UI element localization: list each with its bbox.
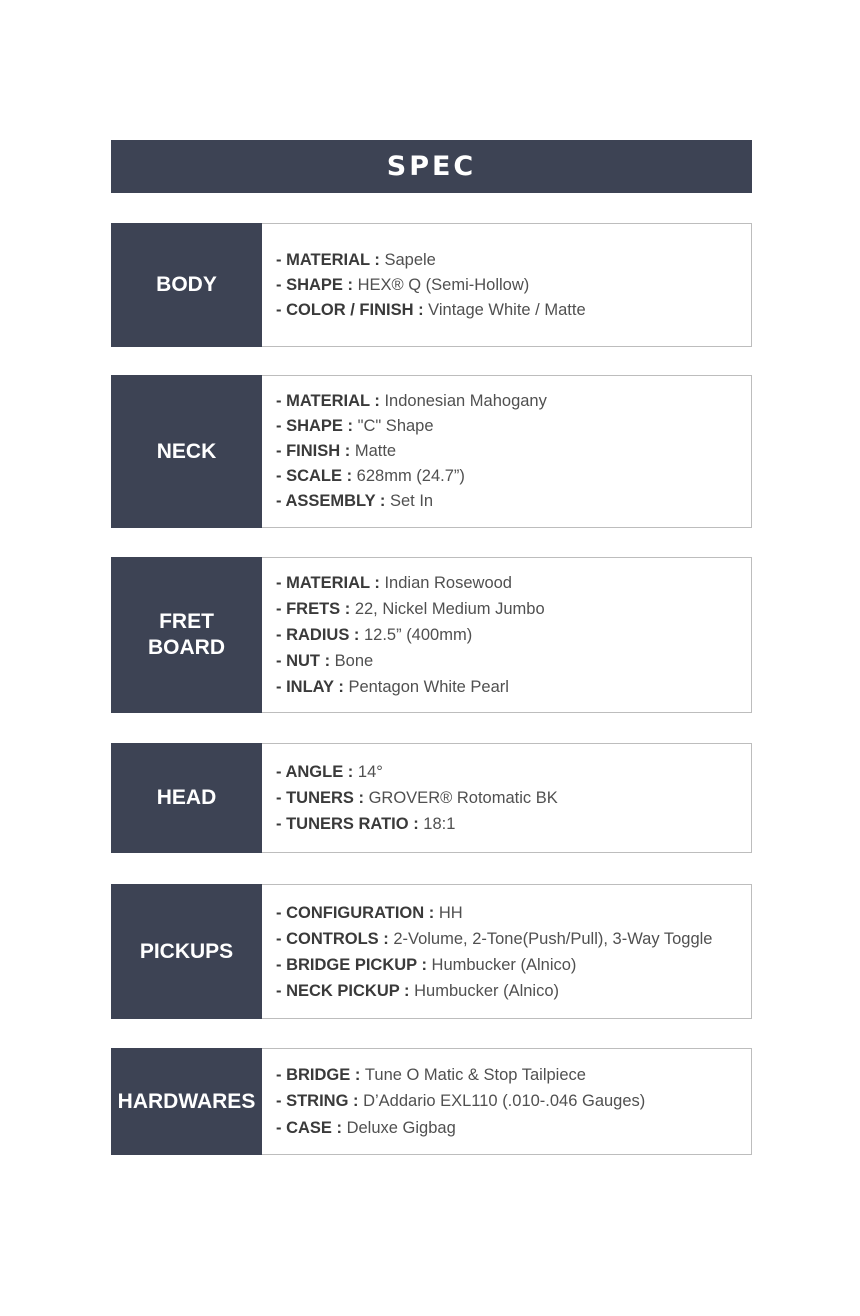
spec-key: - MATERIAL : xyxy=(276,574,385,592)
spec-section-head xyxy=(111,743,752,853)
spec-row xyxy=(276,1088,737,1115)
spec-row xyxy=(276,1115,737,1142)
spec-value: Bone xyxy=(334,652,374,670)
spec-key: - NECK PICKUP : xyxy=(276,981,415,1000)
spec-key: - NUT : xyxy=(276,652,335,670)
spec-key: - CASE : xyxy=(276,1118,347,1137)
spec-value: Set In xyxy=(390,492,434,510)
spec-key: - RADIUS : xyxy=(276,626,364,644)
spec-value: Humbucker (Alnico) xyxy=(431,955,577,974)
spec-row xyxy=(276,1062,737,1089)
spec-key: - CONTROLS : xyxy=(276,929,394,948)
spec-row xyxy=(276,389,737,414)
spec-value: 12.5” (400mm) xyxy=(364,626,473,644)
spec-value: Matte xyxy=(354,442,397,460)
spec-value: 628mm (24.7”) xyxy=(356,467,465,485)
spec-key: - ANGLE : xyxy=(276,763,358,781)
spec-value: Sapele xyxy=(384,250,436,269)
spec-key: - SHAPE : xyxy=(276,275,358,294)
spec-section-body xyxy=(111,223,752,347)
spec-row xyxy=(276,811,737,837)
spec-row xyxy=(276,464,737,489)
spec-key: - MATERIAL : xyxy=(276,250,385,269)
spec-section-neck xyxy=(111,375,752,528)
spec-row xyxy=(276,414,737,439)
spec-row xyxy=(276,298,737,323)
section-label-hardwares: HARDWARES xyxy=(111,1048,262,1155)
spec-value: Pentagon White Pearl xyxy=(348,678,509,696)
spec-key: - SCALE : xyxy=(276,467,357,485)
spec-row xyxy=(276,952,737,978)
spec-value: 14° xyxy=(357,763,383,781)
spec-row xyxy=(276,648,737,674)
spec-row xyxy=(276,622,737,648)
spec-key: - TUNERS : xyxy=(276,789,369,807)
section-label-pickups: PICKUPS xyxy=(111,884,262,1019)
spec-section-fretboard xyxy=(111,557,752,713)
spec-key: - MATERIAL : xyxy=(276,392,385,410)
spec-value: Tune O Matic & Stop Tailpiece xyxy=(364,1065,586,1084)
spec-row xyxy=(276,596,737,622)
spec-list xyxy=(262,743,752,853)
spec-row xyxy=(276,439,737,464)
spec-key: - TUNERS RATIO : xyxy=(276,815,424,833)
spec-row xyxy=(276,900,737,926)
spec-section-pickups xyxy=(111,884,752,1019)
spec-row xyxy=(276,759,737,785)
spec-row xyxy=(276,248,737,273)
spec-row xyxy=(276,489,737,514)
spec-key: - ASSEMBLY : xyxy=(276,492,390,510)
section-label-neck: NECK xyxy=(111,375,262,528)
spec-value: Deluxe Gigbag xyxy=(346,1118,456,1137)
spec-value: 22, Nickel Medium Jumbo xyxy=(354,600,545,618)
spec-list xyxy=(262,375,752,528)
spec-value: 2-Volume, 2-Tone(Push/Pull), 3-Way Toggle xyxy=(393,929,713,948)
spec-value: GROVER® Rotomatic BK xyxy=(368,789,558,807)
spec-row xyxy=(276,785,737,811)
spec-list xyxy=(262,1048,752,1155)
spec-row xyxy=(276,570,737,596)
spec-value: Indian Rosewood xyxy=(384,574,512,592)
section-label-body: BODY xyxy=(111,223,262,347)
spec-key: - SHAPE : xyxy=(276,417,358,435)
spec-value: 18:1 xyxy=(423,815,456,833)
spec-value: D’Addario EXL110 (.010-.046 Gauges) xyxy=(363,1092,646,1111)
spec-key: - STRING : xyxy=(276,1092,364,1111)
spec-value: HEX® Q (Semi-Hollow) xyxy=(357,275,530,294)
spec-key: - BRIDGE PICKUP : xyxy=(276,955,432,974)
spec-list xyxy=(262,223,752,347)
section-label-head: HEAD xyxy=(111,743,262,853)
spec-key: - BRIDGE : xyxy=(276,1065,365,1084)
spec-list xyxy=(262,884,752,1019)
spec-row xyxy=(276,674,737,700)
spec-list xyxy=(262,557,752,713)
spec-value: "C" Shape xyxy=(357,417,434,435)
spec-key: - INLAY : xyxy=(276,678,349,696)
spec-value: Indonesian Mahogany xyxy=(384,392,547,410)
spec-key: - COLOR / FINISH : xyxy=(276,300,429,319)
section-label-line: BOARD xyxy=(148,636,225,659)
page-title: SPEC xyxy=(386,151,477,182)
section-label-fretboard xyxy=(111,557,262,713)
spec-row xyxy=(276,926,737,952)
spec-row xyxy=(276,273,737,298)
section-label-line: FRET xyxy=(159,610,214,633)
spec-value: HH xyxy=(438,903,463,922)
spec-section-hardwares xyxy=(111,1048,752,1155)
spec-row xyxy=(276,978,737,1004)
spec-key: - FRETS : xyxy=(276,600,355,618)
spec-value: Vintage White / Matte xyxy=(428,300,586,319)
spec-value: Humbucker (Alnico) xyxy=(414,981,559,1000)
spec-key: - CONFIGURATION : xyxy=(276,903,439,922)
spec-key: - FINISH : xyxy=(276,442,355,460)
spec-header xyxy=(111,140,752,193)
